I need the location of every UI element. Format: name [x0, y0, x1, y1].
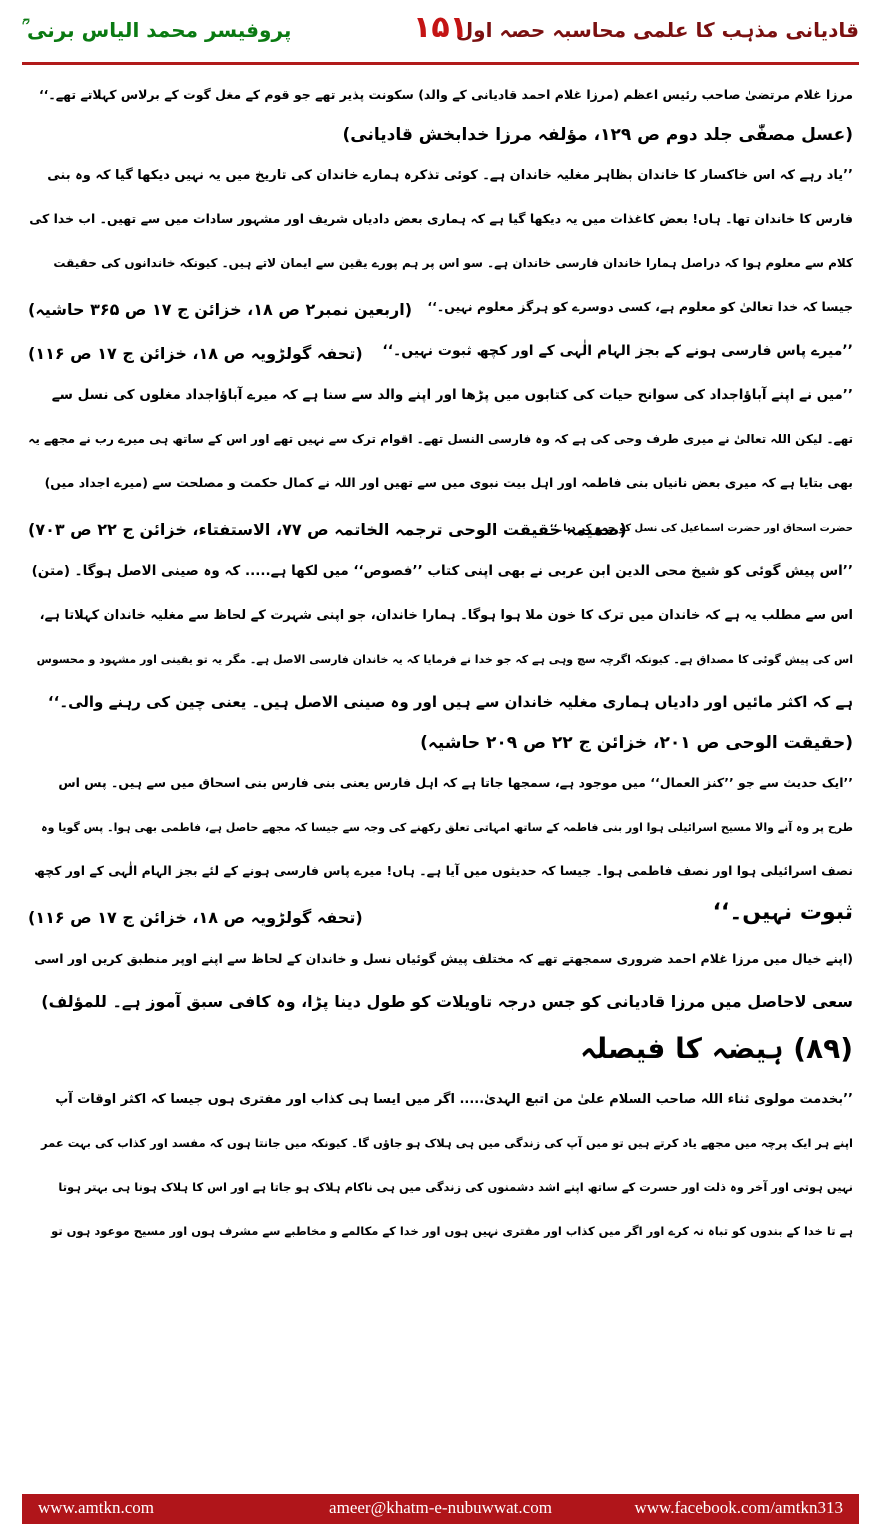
citation-line: (حقیقت الوحی ص ۲۰۱، خزائن ج ۲۲ ص ۲۰۹ حاشیہ): [420, 733, 853, 753]
text-line: ہے تا خدا کے بندوں کو تباہ نہ کرے اور اگر میں کذاب اور مفتری نہیں ہوں اور خدا کے مکالمے و مخاطبے سے مشرف ہوں اور مسیح موعود ہوں تو: [51, 1224, 853, 1238]
header-divider: [22, 62, 859, 65]
text-line: اپنے ہر ایک پرچہ میں مجھے یاد کرتے ہیں تو میں آپ کی زندگی میں ہی ہلاک ہو جاؤں گا۔ کیونکہ میں جانتا ہوں کہ مفسد اور کذاب کی بہت عمر: [41, 1136, 853, 1150]
text-line: نہیں ہوتی اور آخر وہ ذلت اور حسرت کے ساتھ اپنے اشد دشمنوں کی زندگی میں ہی ناکام ہلاک ہو جاتا ہے اور اس کا ہلاک ہونا ہی بہتر ہوتا: [58, 1180, 853, 1194]
text-line: ’’اس پیش گوئی کو شیخ محی الدین ابن عربی نے بھی اپنی کتاب ’’فصوص‘‘ میں لکھا ہے..... کہ وہ صینی الاصل ہوگا۔ (متن): [31, 563, 853, 579]
page-header: [0, 0, 881, 66]
text-line: اس کی پیش گوئی کا مصداق ہے۔ کیونکہ اگرچہ سچ وہی ہے کہ جو خدا نے فرمایا کہ یہ خاندان فارسی الاصل ہے۔ مگر یہ تو یقینی اور مشہود و محسوس: [36, 653, 853, 666]
email-link[interactable]: ameer@khatm-e-nubuwwat.com: [329, 1498, 552, 1517]
text-line: ’’بخدمت مولوی ثناء اللہ صاحب السلام علیٰ من اتبع الہدیٰ..... اگر میں ایسا ہی کذاب اور مفتری ہوں جیسا کہ اکثر اوقات آپ: [55, 1092, 853, 1107]
citation: (تحفہ گولڑویہ ص ۱۸، خزائن ج ۱۷ ص ۱۱۶): [28, 908, 363, 927]
text-line: جیسا کہ خدا تعالیٰ کو معلوم ہے، کسی دوسرے کو ہرگز معلوم نہیں۔‘‘ (اربعین نمبر۲ ص ۱۸، خزائن ج ۱۷ ص ۳۶۵ حاشیہ): [28, 299, 853, 319]
text-line: ثبوت نہیں۔‘‘ (تحفہ گولڑویہ ص ۱۸، خزائن ج ۱۷ ص ۱۱۶): [28, 900, 853, 927]
text-line: طرح پر وہ آنے والا مسیح اسرائیلی ہوا اور بنی فاطمہ کے ساتھ امہاتی تعلق رکھنے کی وجہ سے جیسا کہ مجھے حاصل ہے، فاطمی بھی ہوا۔ پس گویا وہ: [41, 821, 853, 834]
book-title: قادیانی مذہب کا علمی محاسبہ حصہ اول: [455, 18, 859, 42]
citation: (تحفہ گولڑویہ ص ۱۸، خزائن ج ۱۷ ص ۱۱۶): [28, 344, 363, 363]
citation: (اربعین نمبر۲ ص ۱۸، خزائن ج ۱۷ ص ۳۶۵ حاشیہ): [28, 300, 412, 319]
text-line: مرزا غلام مرتضیٰ صاحب رئیس اعظم (مرزا غلام احمد قادیانی کے والد) سکونت پذیر تھے جو قوم کے مغل گوت کے برلاس کہلاتے تھے۔‘‘: [38, 87, 853, 102]
citation: (ضمیمہ حقیقت الوحی ترجمہ الخاتمہ ص ۷۷، الاستفتاء، خزائن ج ۲۲ ص ۷۰۳): [28, 520, 627, 539]
page-number: ۱۵۱: [413, 10, 468, 45]
text-line: ’’میں نے اپنے آباؤاجداد کی سوانح حیات کی کتابوں میں پڑھا اور اپنے والد سے سنا ہے کہ میرے آباؤاجداد مغلوں کی نسل سے: [51, 387, 853, 403]
text-line: (اپنے خیال میں مرزا غلام احمد ضروری سمجھتے تھے کہ مختلف پیش گوئیاں نسل و خاندان کے لحاظ سے اپنے اوپر منطبق کریں اور اسی: [34, 951, 853, 966]
author-name: پروفیسر محمد الیاس برنی ؒ: [22, 18, 292, 42]
text-line: اس سے مطلب یہ ہے کہ خاندان میں ترک کا خون ملا ہوا ہوگا۔ ہمارا خاندان، جو اپنی شہرت کے لحاظ سے مغلیہ خاندان کہلاتا ہے،: [39, 608, 853, 623]
citation-line: (عسل مصفّٰی جلد دوم ص ۱۲۹، مؤلفہ مرزا خدابخش قادیانی): [342, 125, 853, 145]
text-line: سعی لاحاصل میں مرزا قادیانی کو جس درجہ تاویلات کو طول دینا پڑا، وہ کافی سبق آموز ہے۔ للمؤلف): [41, 992, 853, 1011]
text-line: ہے کہ اکثر مائیں اور دادیاں ہماری مغلیہ خاندان سے ہیں اور وہ صینی الاصل ہیں۔ یعنی چین کی رہنے والی۔‘‘: [47, 693, 853, 711]
text-line: ’’یاد رہے کہ اس خاکسار کا خاندان بظاہر مغلیہ خاندان ہے۔ کوئی تذکرہ ہمارے خاندان کی تاریخ میں یہ نہیں دیکھا گیا کہ وہ بنی: [47, 168, 853, 183]
facebook-link[interactable]: www.facebook.com/amtkn313: [634, 1498, 843, 1517]
text-line: بھی بتایا ہے کہ میری بعض نانیاں بنی فاطمہ اور اہل بیت نبوی میں سے تھیں اور اللہ نے کمال حکمت و مصلحت سے (میرے اجداد میں): [44, 475, 853, 490]
page-body: [28, 80, 853, 1260]
text-line: حضرت اسحاق اور حضرت اسماعیل کی نسل کو جمع کر دیا۔‘‘ (ضمیمہ حقیقت الوحی ترجمہ الخاتمہ ص ۷۷، الاستفتاء، خزائن ج ۲۲ ص ۷۰۳): [28, 520, 853, 539]
text-line: ’’ایک حدیث سے جو ’’کنز العمال‘‘ میں موجود ہے، سمجھا جاتا ہے کہ اہل فارس یعنی بنی فارس بنی اسحاق میں سے ہیں۔ پس اس: [58, 775, 853, 790]
text-line: نصف اسرائیلی ہوا اور نصف فاطمی ہوا۔ جیسا کہ حدیثوں میں آیا ہے۔ ہاں! میرے پاس فارسی ہونے کے لئے بجز الہام الٰہی کے اور کچھ: [34, 863, 853, 878]
page-footer: [22, 1494, 859, 1524]
website-link[interactable]: www.amtkn.com: [38, 1498, 154, 1517]
text-line: ’’میرے پاس فارسی ہونے کے بجز الہام الٰہی کے اور کچھ ثبوت نہیں۔‘‘ (تحفہ گولڑویہ ص ۱۸، خزائن ج ۱۷ ص ۱۱۶): [28, 343, 853, 363]
text-line: تھے۔ لیکن اللہ تعالیٰ نے میری طرف وحی کی ہے کہ وہ فارسی النسل تھے۔ اقوام ترک سے نہیں تھے اور اس کے ساتھ ہی میرے رب نے مجھے یہ: [28, 432, 853, 446]
section-heading: (۸۹) ہیضہ کا فیصلہ: [580, 1032, 853, 1065]
text-line: کلام سے معلوم ہوا کہ دراصل ہمارا خاندان فارسی خاندان ہے۔ سو اس پر ہم پورے یقین سے ایمان لاتے ہیں۔ کیونکہ خاندانوں کی حقیقت: [53, 256, 853, 270]
text-line: فارس کا خاندان تھا۔ ہاں! بعض کاغذات میں یہ دیکھا گیا ہے کہ ہماری بعض دادیاں شریف اور مشہور سادات میں سے تھیں۔ اب خدا کی: [29, 211, 853, 226]
